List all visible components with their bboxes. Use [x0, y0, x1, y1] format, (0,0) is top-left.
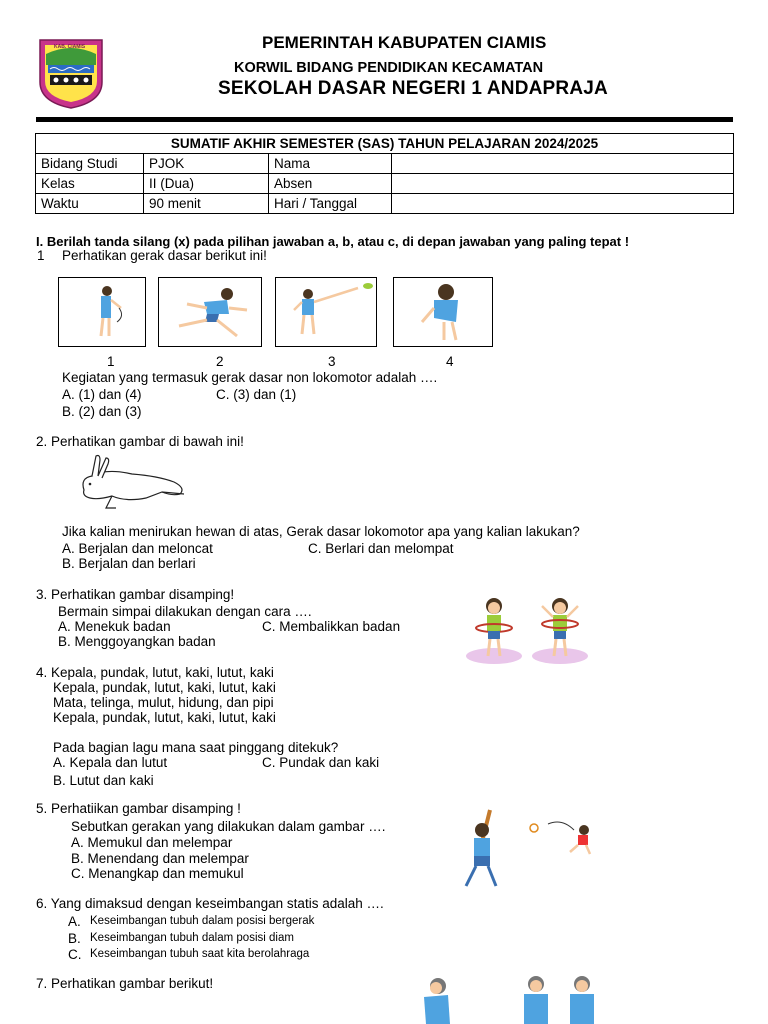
table-cell-nama-value[interactable] [392, 154, 734, 174]
table-cell: Nama [269, 154, 392, 174]
school-logo [36, 32, 106, 110]
q2-text: 2. Perhatikan gambar di bawah ini! [36, 434, 244, 449]
q6-option-c[interactable]: Keseimbangan tubuh saat kita berolahraga [90, 948, 310, 960]
q2-option-a[interactable]: A. Berjalan dan meloncat [62, 541, 213, 556]
table-cell: 90 menit [144, 194, 269, 214]
table-cell: Waktu [36, 194, 144, 214]
q6-text: 6. Yang dimaksud dengan keseimbangan statis adalah …. [36, 896, 384, 911]
table-title: SUMATIF AKHIR SEMESTER (SAS) TAHUN PELAJARAN 2024/2025 [36, 134, 734, 154]
table-cell-tanggal-value[interactable] [392, 194, 734, 214]
table-cell: Absen [269, 174, 392, 194]
q6-option-a-letter[interactable]: A. [68, 914, 81, 929]
table-row [36, 194, 734, 214]
q2-option-b[interactable]: B. Berjalan dan berlari [62, 556, 196, 571]
q4-line-4: Kepala, pundak, lutut, kaki, lutut, kaki [53, 710, 276, 725]
q4-line-3: Mata, telinga, mulut, hidung, dan pipi [53, 695, 274, 710]
exam-info-table [35, 133, 734, 214]
q1-option-c[interactable]: C. (3) dan (1) [216, 387, 297, 402]
q1-image-3 [275, 277, 377, 347]
q7-text: 7. Perhatikan gambar berikut! [36, 976, 214, 991]
instruction: I. Berilah tanda silang (x) pada pilihan jawaban a, b, atau c, di depan jawaban yang paling tepat ! [36, 234, 630, 249]
q1-number: 1 [37, 248, 45, 263]
table-cell-absen-value[interactable] [392, 174, 734, 194]
q1-image-4 [393, 277, 493, 347]
q5-option-b[interactable]: B. Menendang dan melempar [71, 851, 249, 866]
q6-option-b-letter[interactable]: B. [68, 931, 81, 946]
q6-option-c-letter[interactable]: C. [68, 947, 82, 962]
q1-question: Kegiatan yang termasuk gerak dasar non lokomotor adalah …. [62, 370, 438, 385]
q4-line-2: Kepala, pundak, lutut, kaki, lutut, kaki [53, 680, 276, 695]
q1-image-1 [58, 277, 146, 347]
header-line-2: KORWIL BIDANG PENDIDIKAN KECAMATAN [234, 60, 544, 76]
table-cell: Bidang Studi [36, 154, 144, 174]
q1-image-2 [158, 277, 262, 347]
table-cell: Hari / Tanggal [269, 194, 392, 214]
q4-question: Pada bagian lagu mana saat pinggang ditekuk? [53, 740, 339, 755]
q3-question: Bermain simpai dilakukan dengan cara …. [58, 604, 312, 619]
q4-option-b[interactable]: B. Lutut dan kaki [53, 773, 154, 788]
q1-option-a[interactable]: A. (1) dan (4) [62, 387, 142, 402]
q7-image [412, 975, 608, 1024]
q1-label-4: 4 [446, 354, 454, 369]
table-row [36, 154, 734, 174]
q1-text: Perhatikan gerak dasar berikut ini! [62, 248, 267, 263]
q6-option-b[interactable]: Keseimbangan tubuh dalam posisi diam [90, 932, 294, 944]
q3-text: 3. Perhatikan gambar disamping! [36, 587, 235, 602]
q1-option-b[interactable]: B. (2) dan (3) [62, 404, 142, 419]
q5-option-c[interactable]: C. Menangkap dan memukul [71, 866, 244, 881]
logo-text: KAB. CIAMIS [54, 44, 86, 50]
q1-label-2: 2 [216, 354, 224, 369]
table-row [36, 174, 734, 194]
q4-option-c[interactable]: C. Pundak dan kaki [262, 755, 380, 770]
rabbit-image [76, 452, 188, 514]
q4-option-a[interactable]: A. Kepala dan lutut [53, 755, 168, 770]
q4-line-1: 4. Kepala, pundak, lutut, kaki, lutut, kaki [36, 665, 274, 680]
header-divider [36, 117, 733, 122]
table-cell: PJOK [144, 154, 269, 174]
hula-hoop-image [462, 594, 592, 668]
q5-option-a[interactable]: A. Memukul dan melempar [71, 835, 233, 850]
q2-option-c[interactable]: C. Berlari dan melompat [308, 541, 454, 556]
q3-option-a[interactable]: A. Menekuk badan [58, 619, 171, 634]
q5-text: 5. Perhatiikan gambar disamping ! [36, 801, 241, 816]
q1-label-1: 1 [107, 354, 115, 369]
header-line-3: SEKOLAH DASAR NEGERI 1 ANDAPRAJA [218, 78, 608, 99]
q3-option-c[interactable]: C. Membalikkan badan [262, 619, 401, 634]
q3-option-b[interactable]: B. Menggoyangkan badan [58, 634, 216, 649]
table-cell: Kelas [36, 174, 144, 194]
q1-label-3: 3 [328, 354, 336, 369]
table-cell: II (Dua) [144, 174, 269, 194]
baseball-image [452, 808, 602, 892]
q2-question: Jika kalian menirukan hewan di atas, Gerak dasar lokomotor apa yang kalian lakukan? [62, 524, 580, 539]
q6-option-a[interactable]: Keseimbangan tubuh dalam posisi bergerak [90, 915, 315, 927]
header-line-1: PEMERINTAH KABUPATEN CIAMIS [262, 33, 547, 52]
q5-question: Sebutkan gerakan yang dilakukan dalam gambar …. [71, 819, 386, 834]
